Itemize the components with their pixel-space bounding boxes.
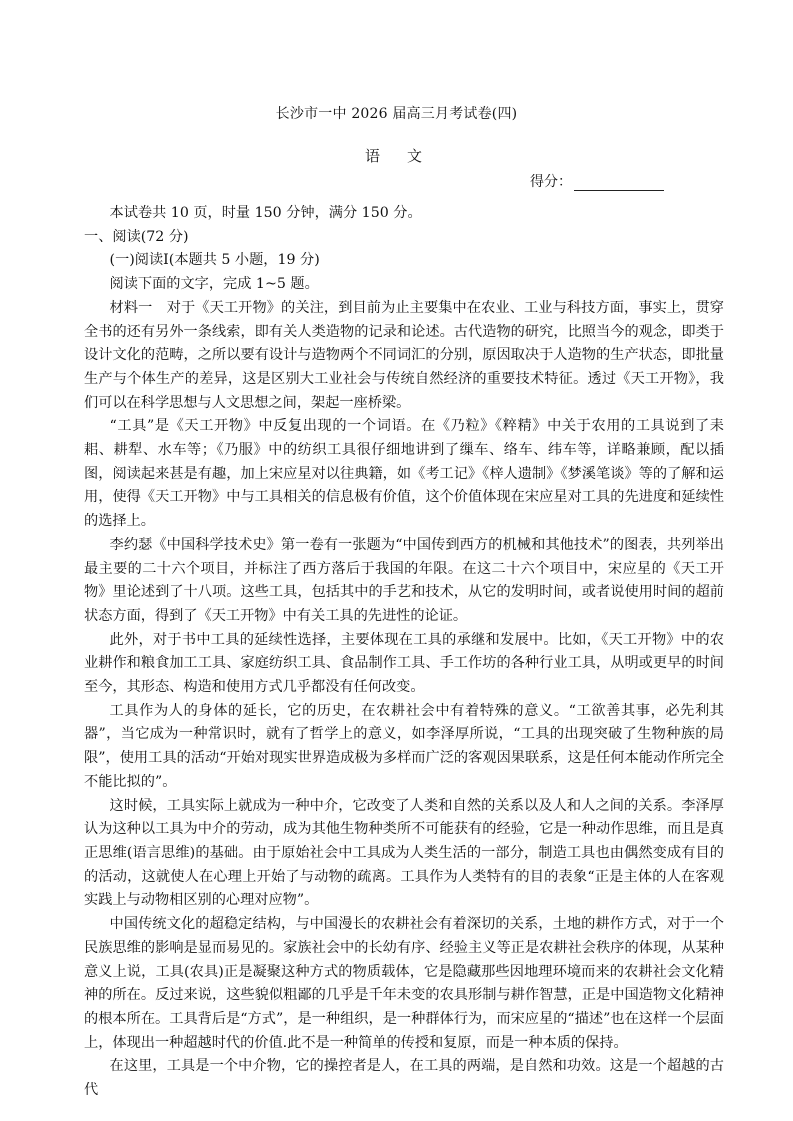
score-field bbox=[530, 171, 664, 191]
paragraph: 李约瑟《中国科学技术史》第一卷有一张题为“中国传到西方的机械和其他技术”的图表，共列举出最主要的二十六个项目，并标注了西方落后于我国的年限。在这二十六个项目中，宋应星的《天工开物》里论述到了十八项。这些工具，包括其中的手艺和技术，从它的发明时间，或者说使用时间的超前状态方面，得到了《天工开物》中有关工具的先进性的论证。 bbox=[84, 536, 724, 624]
paragraph: 此外，对于书中工具的延续性选择，主要体现在工具的承继和发展中。比如，《天工开物》中的农业耕作和粮食加工工具、家庭纺织工具、食品制作工具、手工作坊的各种行业工具，从明或更早的时间至今，其形态、构造和使用方式几乎都没有任何改变。 bbox=[84, 631, 724, 696]
intro-text: 本试卷共 10 页，时量 150 分钟，满分 150 分。 bbox=[109, 205, 422, 221]
paragraph: 材料一 对于《天工开物》的关注，到目前为止主要集中在农业、工业与科技方面，事实上，贯穿全书的还有另外一条线索，即有关人类造物的记录和论述。古代造物的研究，比照当今的观念，即类于设计文化的范畴，之所以要有设计与造物两个不同词汇的分别，原因取决于人造物的生产状态，即批量生产与个体生产的差异，这是区别大工业社会与传统自然经济的重要技术特征。透过《天工开物》，我们可以在科学思想与人文思想之间，架起一座桥梁。 bbox=[84, 299, 724, 411]
score-label: 得分： bbox=[530, 174, 572, 190]
subsection-heading: (一)阅读Ⅰ(本题共 5 小题，19 分) bbox=[109, 252, 320, 269]
instruction-text: 阅读下面的文字，完成 1~5 题。 bbox=[109, 276, 319, 293]
paragraph: 在这里，工具是一个中介物，它的操控者是人，在工具的两端，是自然和功效。这是一个超越的古代 bbox=[84, 1058, 724, 1099]
paragraph: 工具作为人的身体的延长，它的历史，在农耕社会中有着特殊的意义。“工欲善其事，必先利其器”，当它成为一种常识时，就有了哲学上的意义，如李泽厚所说，“工具的出现突破了生物种族的局限”，使用工具的活动“开始对现实世界造成极为多样而广泛的客观因果联系，这是任何本能动作所完全不能比拟的”。 bbox=[84, 702, 724, 790]
exam-title: 长沙市一中 2026 届高三月考试卷(四) bbox=[275, 106, 518, 122]
section-heading: 一、阅读(72 分) bbox=[84, 228, 189, 245]
score-blank[interactable] bbox=[574, 176, 664, 191]
paragraph: “工具”是《天工开物》中反复出现的一个词语。在《乃粒》《粹精》中关于农用的工具说到了耒耜、耕犁、水车等；《乃服》中的纺织工具很仔细地讲到了缫车、络车、纬车等，详略兼顾，配以插图，阅读起来甚是有趣，加上宋应星对以往典籍，如《考工记》《梓人遗制》《梦溪笔谈》等的了解和运用，使得《天工开物》中与工具相关的信息极有价值，这个价值体现在宋应星对工具的先进度和延续性的选择上。 bbox=[84, 418, 724, 530]
subject-title: 语 文 bbox=[364, 147, 428, 165]
paragraph: 这时候，工具实际上就成为一种中介，它改变了人类和自然的关系以及人和人之间的关系。李泽厚认为这种以工具为中介的劳动，成为其他生物种类所不可能获有的经验，它是一种动作思维，而且是真正思维(语言思维)的基础。由于原始社会中工具成为人类生活的一部分，制造工具也由偶然变成有目的的活动，这就使人在心理上开始了与动物的疏离。工具作为人类特有的目的表象“正是主体的人在客观实践上与动物相区别的心理对应物”。 bbox=[84, 797, 724, 909]
paragraph: 中国传统文化的超稳定结构，与中国漫长的农耕社会有着深切的关系，土地的耕作方式，对于一个民族思维的影响是显而易见的。家族社会中的长幼有序、经验主义等正是农耕社会秩序的体现，从某种意义上说，工具(农具)正是凝聚这种方式的物质载体，它是隐藏那些因地理环境而来的农耕社会文化精神的所在。反过来说，这些貌似粗鄙的几乎是千年未变的农具形制与耕作智慧，正是中国造物文化精神的根本所在。工具背后是“方式”，是一种组织，是一种群体行为，而宋应星的“描述”也在这样一个层面上，体现出一种超越时代的价值.此不是一种简单的传授和复原，而是一种本质的保持。 bbox=[84, 916, 724, 1051]
exam-body bbox=[84, 202, 724, 1103]
